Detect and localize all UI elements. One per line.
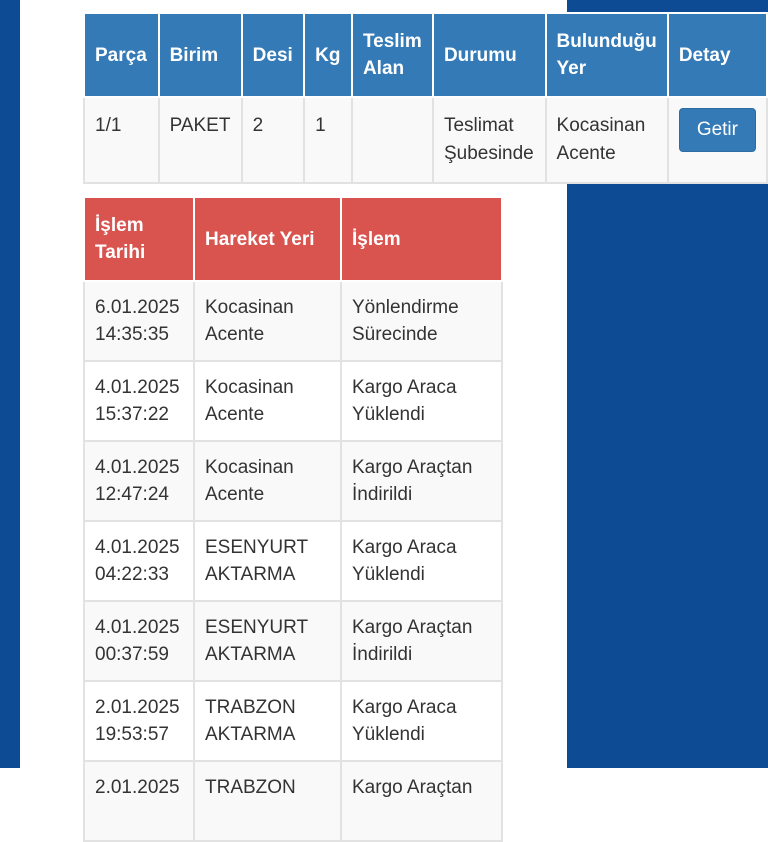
cell-place	[194, 521, 341, 601]
header-bulundugu-yer: Bulunduğu Yer	[546, 13, 668, 97]
cell-place-line-2: Acente	[205, 324, 265, 345]
table-row	[84, 441, 502, 521]
cell-place-line-2: AKTARMA	[205, 724, 296, 745]
movements-header-row	[84, 197, 502, 281]
cell-action-line-1: Kargo Araca	[352, 537, 457, 558]
cell-action	[341, 601, 502, 681]
cell-action	[341, 361, 502, 441]
cell-date-line-2: 04:22:33	[95, 564, 169, 585]
cell-kg: 1	[304, 97, 352, 183]
cell-date-line-1: 2.01.2025	[95, 697, 180, 718]
cell-place	[194, 681, 341, 761]
right-blue-band	[567, 176, 768, 768]
header-teslim-alan: Teslim Alan	[352, 13, 433, 97]
parts-header-row	[84, 13, 767, 97]
cell-action-line-2: İndirildi	[352, 644, 413, 665]
cell-action-line-1: Yönlendirme	[352, 297, 459, 318]
cell-action-line-2: İndirildi	[352, 484, 413, 505]
table-row	[84, 521, 502, 601]
header-detay: Detay	[668, 13, 767, 97]
parts-row	[84, 97, 767, 183]
cell-date-line-1: 6.01.2025	[95, 297, 180, 318]
durumu-line-1: Teslimat	[443, 115, 514, 136]
cell-action-line-2: Sürecinde	[352, 324, 438, 345]
table-row	[84, 601, 502, 681]
cell-date-line-2: 19:53:57	[95, 724, 169, 745]
cell-place-line-1: TRABZON	[205, 697, 296, 718]
cell-detay	[668, 97, 767, 183]
table-row	[84, 681, 502, 761]
cell-date-line-2: 12:47:24	[95, 484, 169, 505]
cell-place-line-2: AKTARMA	[205, 564, 296, 585]
table-row	[84, 361, 502, 441]
left-blue-band	[0, 0, 20, 768]
cell-durumu	[433, 97, 546, 183]
cell-teslim-alan	[352, 97, 433, 183]
yer-line-1: Kocasinan	[556, 115, 646, 136]
cell-place-line-1: Kocasinan	[205, 377, 294, 398]
cell-date-line-1: 4.01.2025	[95, 537, 180, 558]
cell-action-line-2: Yüklendi	[352, 404, 425, 425]
cell-parca: 1/1	[84, 97, 159, 183]
header-birim: Birim	[159, 13, 242, 97]
cell-date-line-1: 2.01.2025	[95, 777, 180, 798]
header-islem-tarihi-line-1: İşlem	[95, 215, 144, 236]
header-islem-tarihi-line-2: Tarihi	[95, 242, 146, 263]
movements-table	[83, 196, 503, 842]
cell-action	[341, 281, 502, 361]
header-parca: Parça	[84, 13, 159, 97]
header-hareket-yeri: Hareket Yeri	[194, 197, 341, 281]
cell-date-line-1: 4.01.2025	[95, 377, 180, 398]
cell-action	[341, 441, 502, 521]
cell-place-line-1: ESENYURT	[205, 617, 309, 638]
cell-place-line-2	[205, 801, 330, 828]
cell-place	[194, 441, 341, 521]
cell-place-line-1: Kocasinan	[205, 457, 294, 478]
header-kg: Kg	[304, 13, 352, 97]
header-durumu: Durumu	[433, 13, 546, 97]
cell-place	[194, 601, 341, 681]
cell-action	[341, 761, 502, 841]
cell-date-line-2: 15:37:22	[95, 404, 169, 425]
cell-birim: PAKET	[159, 97, 242, 183]
cell-place	[194, 361, 341, 441]
table-row	[84, 281, 502, 361]
cell-action-line-2	[352, 801, 491, 828]
cell-action-line-1: Kargo Araçtan	[352, 777, 473, 798]
cell-action-line-2: Yüklendi	[352, 564, 425, 585]
cell-bulundugu-yer	[546, 97, 668, 183]
getir-button[interactable]: Getir	[679, 108, 756, 152]
cell-date	[84, 281, 194, 361]
cell-action-line-2: Yüklendi	[352, 724, 425, 745]
cell-place-line-1: TRABZON	[205, 777, 296, 798]
cell-date	[84, 361, 194, 441]
header-islem-tarihi	[84, 197, 194, 281]
cell-action-line-1: Kargo Araçtan	[352, 617, 473, 638]
cell-action	[341, 681, 502, 761]
cell-desi: 2	[242, 97, 304, 183]
cell-place-line-2: Acente	[205, 404, 265, 425]
cell-date	[84, 761, 194, 841]
durumu-line-2: Şubesinde	[443, 143, 534, 164]
right-blue-band-top	[567, 0, 768, 12]
cell-place-line-1: Kocasinan	[205, 297, 294, 318]
yer-line-2: Acente	[556, 143, 616, 164]
cell-date	[84, 601, 194, 681]
cell-date-line-2: 00:37:59	[95, 644, 169, 665]
cell-action	[341, 521, 502, 601]
cell-date	[84, 441, 194, 521]
cell-date-line-1: 4.01.2025	[95, 617, 180, 638]
cell-place-line-2: AKTARMA	[205, 644, 296, 665]
cell-action-line-1: Kargo Araca	[352, 697, 457, 718]
movements-body	[84, 281, 502, 841]
cell-date	[84, 681, 194, 761]
cell-place-line-1: ESENYURT	[205, 537, 309, 558]
header-islem: İşlem	[341, 197, 502, 281]
cell-place	[194, 761, 341, 841]
cell-date-line-2: 14:35:35	[95, 324, 169, 345]
cell-action-line-1: Kargo Araçtan	[352, 457, 473, 478]
cell-date-line-1: 4.01.2025	[95, 457, 180, 478]
cell-place	[194, 281, 341, 361]
table-row	[84, 761, 502, 841]
parts-table	[83, 12, 768, 184]
cell-date-line-2	[95, 801, 183, 828]
cell-action-line-1: Kargo Araca	[352, 377, 457, 398]
cell-date	[84, 521, 194, 601]
header-desi: Desi	[242, 13, 304, 97]
cell-place-line-2: Acente	[205, 484, 265, 505]
